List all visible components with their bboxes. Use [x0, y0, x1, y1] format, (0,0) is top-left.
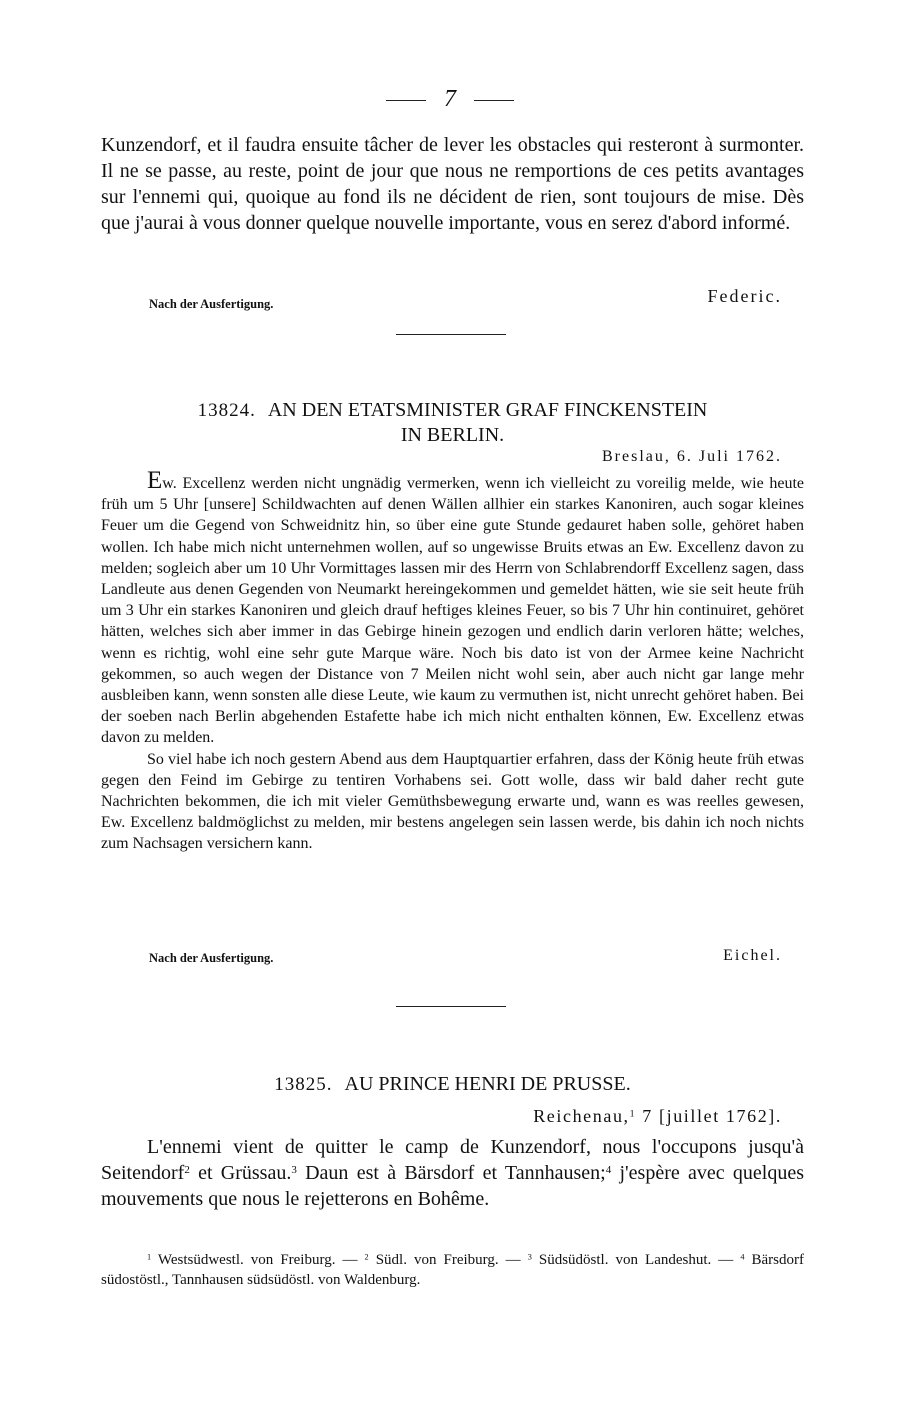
letter-1-signature: Federic. [707, 286, 782, 306]
letter-1-text: Kunzendorf, et il faudra ensuite tâcher de lever les obstacles qui resteront à surmonter. Il ne se passe, au reste, point de jour que nous ne remportions de ces petits avantages sur l'ennemi qui, quoique au fond ils ne décident de rien, sont toujours de mise. Dès que j'aurai à vous donner quelque nouvelle importante, vous en serez d'abord informé. [101, 134, 804, 234]
page-number-dash-right [474, 100, 514, 101]
letter-2-heading-line1 [101, 398, 804, 423]
footnote-text-2: Südl. von Freiburg. — [368, 1252, 528, 1268]
letter-3-text-c: Daun est à Bärsdorf et Tannhausen; [296, 1162, 606, 1184]
footnote-marker-1: 1 [147, 1252, 152, 1262]
letter-3-body [101, 1134, 804, 1212]
footnotes [101, 1250, 804, 1290]
letter-2-number: 13824. [197, 400, 256, 421]
letter-2-dateline: Breslau, 6. Juli 1762. [602, 448, 782, 465]
letter-2-paragraph-1-text: w. Excellenz werden nicht ungnädig vermerken, wenn ich vielleicht zu voreilig melde, wie heute früh um 5 Uhr [unsere] Schildwachten auf denen Wällen allhier ein starkes Kanoniren, auch sogar kleines Feuer um die Gegend von Schweidnitz hin, so über eine gute Stunde gedauret haben solle, gehöret haben wollen. Ich habe mich nicht unternehmen wollen, auf so ungewisse Bruits etwas an Ew. Excellenz davon zu melden; sogleich aber um 10 Uhr Vormittages lassen mir des Herrn von Schlabrendorff Excellenz sagen, dass Landleute aus denen Gegenden von Neumarkt hereingekommen und gemeldet hätten, wie sie seit heute früh um 3 Uhr ein starkes Kanoniren und gleich drauf heftiges kleines Feuer, so bis 7 Uhr hin continuiret, gehöret hätten, welches sich aber immer in das Gebirge hinein gezogen und endlich darin verloren hätte; welches, wenn es richtig, wohl eine sehr gute Marque wäre. Noch bis dato ist von der Armee keine Nachricht gekommen, so auch wegen der Distance von 7 Meilen nicht wohl sein, aber auch nicht gar lange mehr ausbleiben kann, wenn sonsten alle diese Leute, wie kaum zu vermuthen ist, nicht unrecht gehöret haben. Bei der soeben nach Berlin abgehenden Estafette habe ich mich nicht enthalten können, Ew. Excellenz etwas davon zu melden. [101, 475, 804, 747]
letter-2-title-line2: IN BERLIN. [400, 424, 505, 446]
letter-2-paragraph-2: So viel habe ich noch gestern Abend aus dem Hauptquartier erfahren, dass der König heute früh etwas gegen den Feind im Gebirge zu tentiren Vorhabens sei. Gott wolle, dass wir bald daher recht gute Nachrichten bekommen, die ich mit vieler Gemüthsbewegung erwarte und, wann es was reelles gewesen, Ew. Excellenz baldmöglichst zu melden, mir bestens angelegen sein lassen werde, bis dahin ich noch nichts zum Nachsagen versichern kann. [101, 750, 804, 853]
footnote-ref-4: 4 [605, 1163, 612, 1176]
footnote-text-1: Westsüdwestl. von Freiburg. — [151, 1252, 365, 1268]
footnote-marker-2: 2 [364, 1252, 369, 1262]
letter-3-number: 13825. [274, 1074, 333, 1095]
letter-3-text-a: L'ennemi vient de quitter le camp de Kunzendorf, nous l'occupons jusqu'à Seitendorf [101, 1136, 804, 1184]
letter-1-source-note: Nach der Ausfertigung. [149, 297, 274, 311]
letter-2-source-note: Nach der Ausfertigung. [149, 951, 274, 965]
footnote-ref-1: 1 [629, 1108, 637, 1120]
footnote-text-3: Südsüdöstl. von Landeshut. — [531, 1252, 741, 1268]
letter-3-dateline-place: Reichenau, [533, 1106, 630, 1126]
letter-2-initial: E [147, 467, 163, 494]
letter-3-heading [101, 1072, 804, 1097]
section-divider-1 [396, 334, 506, 335]
footnote-marker-4: 4 [740, 1252, 745, 1262]
footnote-ref-2: 2 [184, 1163, 190, 1176]
letter-1-body [101, 132, 804, 236]
page-number-dash-left [386, 100, 426, 101]
page-number-text: 7 [444, 86, 456, 112]
letter-3-paragraph [101, 1134, 804, 1212]
letter-2-signature: Eichel. [723, 947, 782, 964]
page-number [0, 86, 900, 113]
letter-2-heading [101, 398, 804, 448]
letter-3-dateline-date: 7 [juillet 1762]. [636, 1106, 782, 1126]
letter-2-title: AN DEN ETATSMINISTER GRAF FINCKENSTEIN [267, 399, 708, 421]
footnote-text-4: Bärsdorf südostöstl., Tannhausen südsüdöstl. von Waldenburg. [101, 1252, 804, 1288]
section-divider-2 [396, 1006, 506, 1007]
footnote-ref-3: 3 [291, 1163, 297, 1176]
letter-3-dateline [533, 1106, 782, 1127]
letter-3-text-d: j'espère avec quelques mouvements que nous le rejetterons en Bohême. [101, 1162, 805, 1210]
letter-3-text-b: et Grüssau. [189, 1162, 292, 1184]
footnote-marker-3: 3 [527, 1252, 532, 1262]
letter-2-body [101, 467, 804, 855]
letter-2-paragraph-1 [101, 467, 804, 749]
letter-3-title: AU PRINCE HENRI DE PRUSSE. [344, 1073, 631, 1095]
